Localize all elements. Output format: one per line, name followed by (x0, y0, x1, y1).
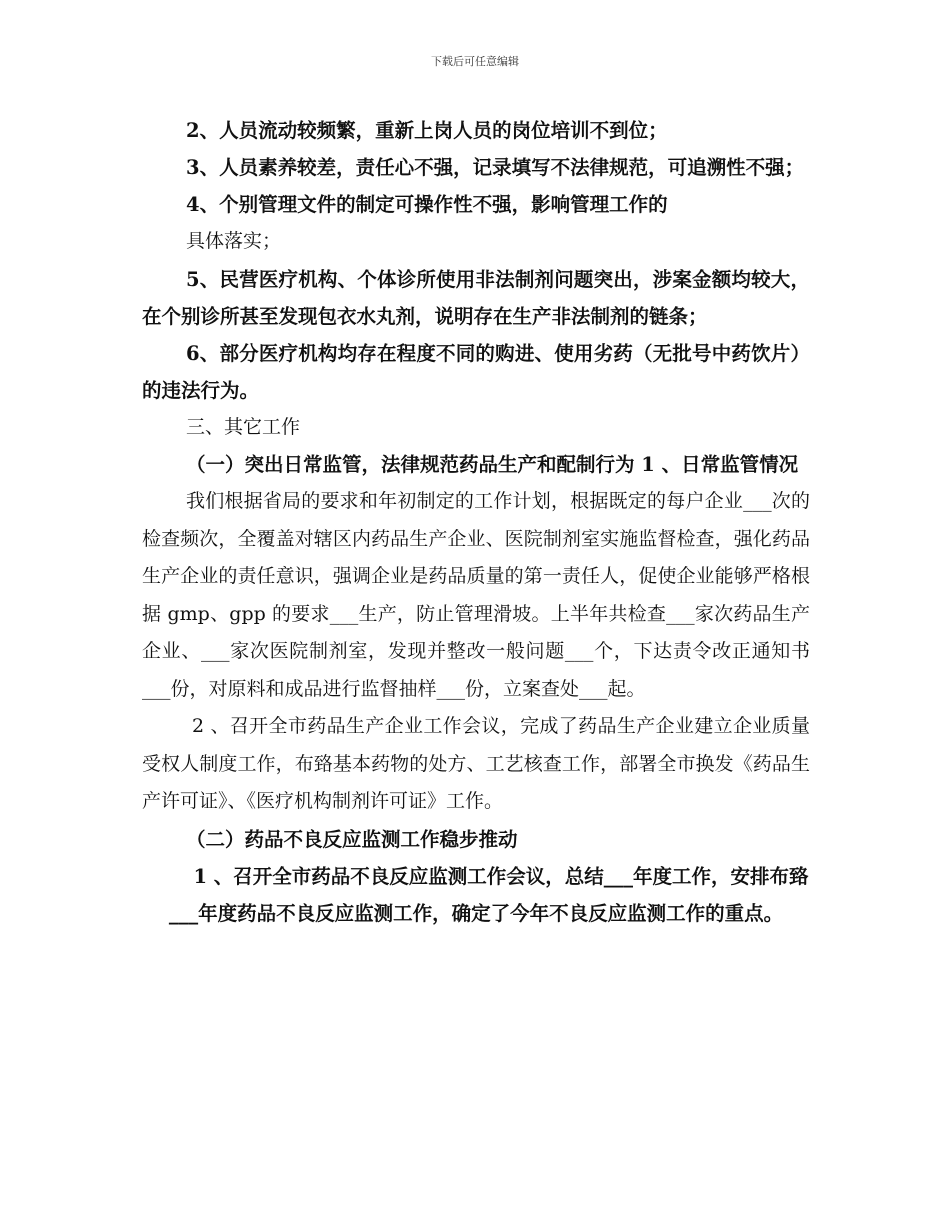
paragraph-item-5: 5、民营医疗机构、个体诊所使用非法制剂问题突出，涉案金额均较大，在个别诊所甚至发现包衣水丸剂，说明存在生产非法制剂的链条； (142, 267, 810, 328)
paragraph-item-4-continued: 具体落实； (186, 230, 282, 252)
paragraph-item-3: 3、人员素养较差，责任心不强，记录填写不法律规范，可追溯性不强； (186, 156, 805, 179)
paragraph-item-4: 4、个别管理文件的制定可操作性不强，影响管理工作的 (186, 193, 668, 216)
subsection-heading-daily-supervision: （一）突出日常监管，法律规范药品生产和配制行为 1 、日常监管情况 (186, 453, 799, 476)
paragraph-enterprise-meeting: 2 、召开全市药品生产企业工作会议，完成了药品生产企业建立企业质量受权人制度工作，布臵基本药物的处方、工艺核查工作，部署全市换发《药品生产许可证》、《医疗机构制剂许可证》工作。 (142, 715, 810, 812)
subsection-heading-adverse-reaction: （二）药品不良反应监测工作稳步推动 (186, 827, 518, 851)
paragraph-item-6: 6、部分医疗机构均存在程度不同的购进、使用劣药（无批号中药饮片）的违法行为。 (142, 341, 810, 402)
paragraph-daily-supervision: 我们根据省局的要求和年初制定的工作计划，根据既定的每户企业___次的检查频次，全覆盖对辖区内药品生产企业、医院制剂室实施监督检查，强化药品生产企业的责任意识，强调企业是药品质量的第一责任人，促使企业能够严格根据 gmp、gpp 的要求___生产，防止管理滑坡。上半年共检查___家次药品生产企业、___家次医院制剂室，发现并整改一般问题___个，下达责令改正通知书___份，对原料和成品进行监督抽样___份，立案查处___起。 (142, 490, 810, 700)
paragraph-item-2: 2、人员流动较频繁，重新上岗人员的岗位培训不到位； (186, 119, 668, 142)
page-header: 下载后可任意编辑 (431, 55, 519, 68)
section-heading-other-work: 三、其它工作 (186, 415, 301, 438)
document-body (142, 112, 810, 932)
paragraph-adverse-reaction-meeting: 1 、召开全市药品不良反应监测工作会议，总结___年度工作，安排布臵___年度药品不良反应监测工作，确定了今年不良反应监测工作的重点。 (168, 864, 809, 925)
